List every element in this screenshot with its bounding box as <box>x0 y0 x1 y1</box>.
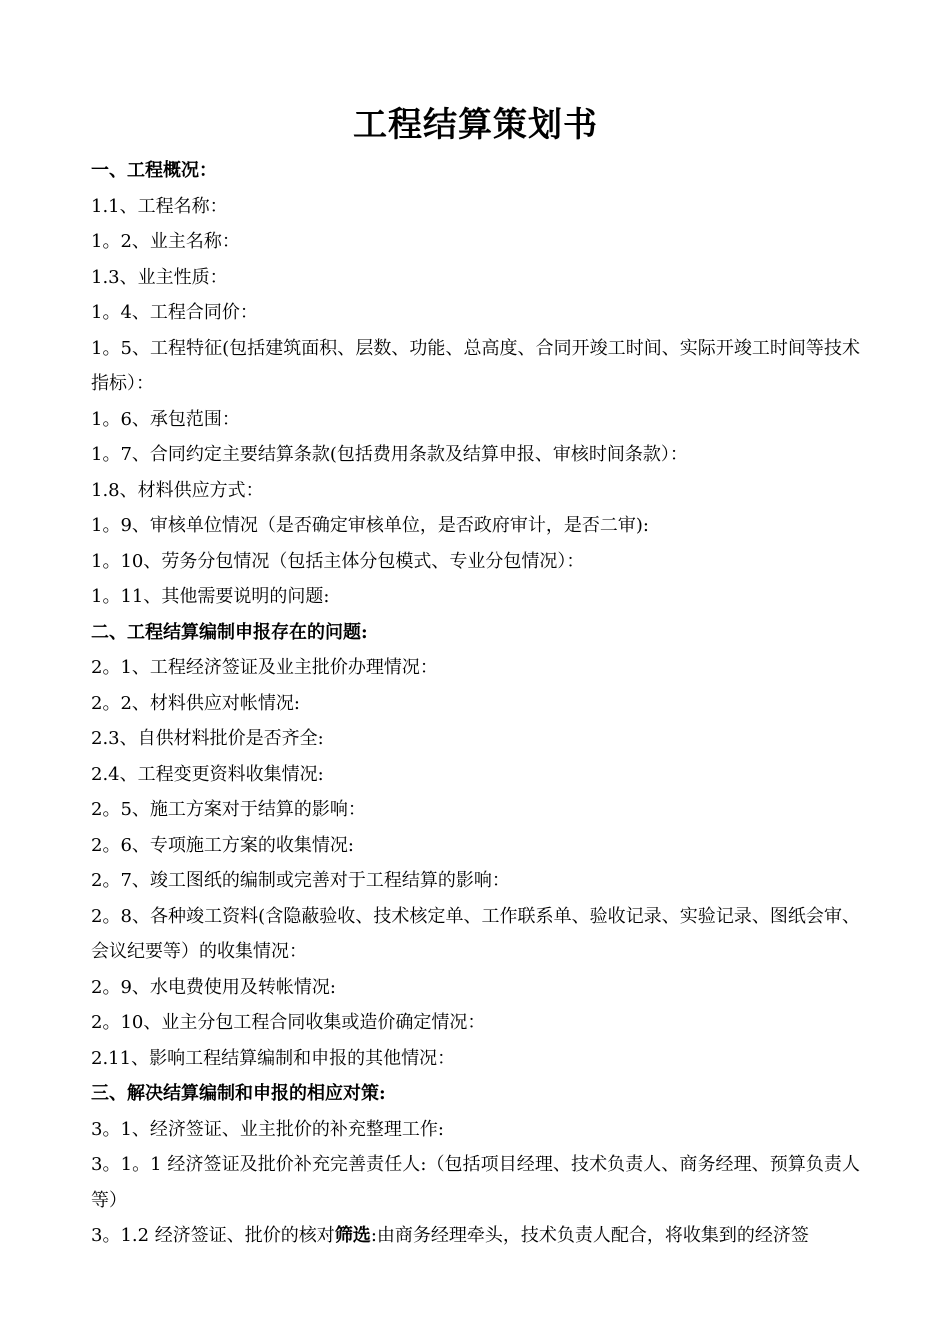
paragraph-text: 3。1.2 经济签证、批价的核对 <box>91 1225 335 1246</box>
section-heading-2: 二、工程结算编制申报存在的问题: <box>91 621 368 643</box>
paragraph <box>91 1218 860 1254</box>
paragraph: 1。5、工程特征(包括建筑面积、层数、功能、总高度、合同开竣工时间、实际开竣工时间等技术指标）： <box>91 337 860 394</box>
section-heading-3: 三、解决结算编制和申报的相应对策: <box>91 1083 386 1104</box>
paragraph: 3。1、经济签证、业主批价的补充整理工作: <box>91 1118 444 1140</box>
paragraph: 1。11、其他需要说明的问题: <box>91 586 330 607</box>
paragraph: 2。7、竣工图纸的编制或完善对于工程结算的影响： <box>91 870 510 891</box>
paragraph: 2。8、各种竣工资料(含隐蔽验收、技术核定单、工作联系单、验收记录、实验记录、图纸会审、会议纪要等）的收集情况： <box>91 905 860 962</box>
paragraph: 1。4、工程合同价： <box>91 302 258 323</box>
paragraph: 1。9、审核单位情况（是否确定审核单位，是否政府审计，是否二审): <box>91 515 649 536</box>
paragraph: 1.3、业主性质： <box>91 266 228 288</box>
paragraph: 1。10、劳务分包情况（包括主体分包模式、专业分包情况）： <box>91 550 585 572</box>
emphasis-text: 筛选 <box>334 1225 371 1246</box>
paragraph: 2。2、材料供应对帐情况: <box>91 692 300 714</box>
paragraph: 2。10、业主分包工程合同收集或造价确定情况： <box>91 1012 486 1033</box>
paragraph: 2。6、专项施工方案的收集情况: <box>91 834 354 856</box>
section-heading-1: 一、工程概况： <box>91 160 217 181</box>
paragraph-text: :由商务经理牵头，技术负责人配合，将收集到的经济签 <box>370 1225 809 1246</box>
paragraph: 2。5、施工方案对于结算的影响： <box>91 799 366 820</box>
paragraph: 2。1、工程经济签证及业主批价办理情况： <box>91 657 438 678</box>
paragraph: 1。7、合同约定主要结算条款(包括费用条款及结算申报、审核时间条款）： <box>91 444 688 465</box>
paragraph: 1。6、承包范围： <box>91 408 240 430</box>
paragraph: 1.8、材料供应方式： <box>91 479 264 501</box>
document-title: 工程结算策划书 <box>353 105 598 145</box>
paragraph: 1.1、工程名称： <box>91 195 228 217</box>
paragraph: 3。1。1 经济签证及批价补充完善责任人:（包括项目经理、技术负责人、商务经理、预算负责人等） <box>91 1154 860 1211</box>
paragraph: 1。2、业主名称： <box>91 231 240 252</box>
paragraph: 2.11、影响工程结算编制和申报的其他情况： <box>91 1047 456 1069</box>
paragraph: 2.3、自供材料批价是否齐全: <box>91 728 324 749</box>
paragraph: 2。9、水电费使用及转帐情况: <box>91 976 336 998</box>
paragraph: 2.4、工程变更资料收集情况: <box>91 763 324 785</box>
